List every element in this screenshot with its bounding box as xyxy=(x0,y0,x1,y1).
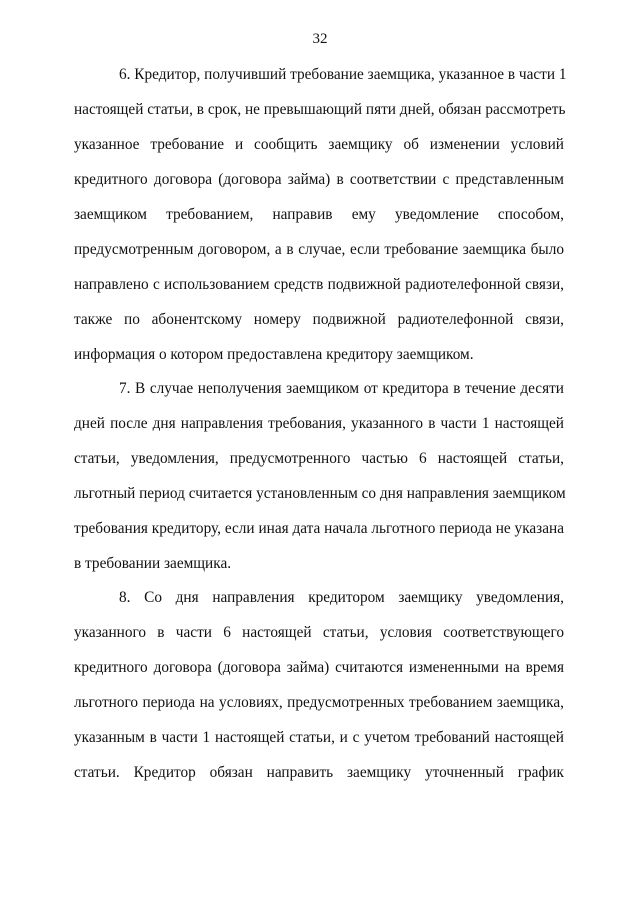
paragraph-7-line-2: дней после дня направления требования, указанного в части 1 настоящей xyxy=(74,415,564,432)
paragraph-8-line-4: льготного периода на условиях, предусмотренных требованием заемщика, xyxy=(74,694,564,711)
paragraph-6-line-5: заемщиком требованием, направив ему уведомление способом, xyxy=(74,206,564,223)
paragraph-6-line-9: информация о котором предоставлена кредитору заемщиком. xyxy=(74,346,474,363)
paragraph-7-line-1: 7. В случае неполучения заемщиком от кредитора в течение десяти xyxy=(119,380,564,397)
paragraph-8-line-2: указанного в части 6 настоящей статьи, условия соответствующего xyxy=(74,624,564,641)
paragraph-8-line-5: указанным в части 1 настоящей статьи, и с учетом требований настоящей xyxy=(74,729,564,746)
paragraph-7-line-5: требования кредитору, если иная дата начала льготного периода не указана xyxy=(74,520,564,537)
paragraph-6-line-7: направлено с использованием средств подвижной радиотелефонной связи, xyxy=(74,276,564,293)
paragraph-6-line-2: настоящей статьи, в срок, не превышающий пяти дней, обязан рассмотреть xyxy=(74,101,566,118)
paragraph-8-line-6: статьи. Кредитор обязан направить заемщику уточненный график xyxy=(74,764,564,781)
paragraph-6-line-8: также по абонентскому номеру подвижной радиотелефонной связи, xyxy=(74,311,564,328)
paragraph-6-line-6: предусмотренным договором, а в случае, если требование заемщика было xyxy=(74,241,564,258)
paragraph-6-line-1: 6. Кредитор, получивший требование заемщика, указанное в части 1 xyxy=(119,66,567,83)
paragraph-6-line-3: указанное требование и сообщить заемщику об изменении условий xyxy=(74,136,564,153)
paragraph-8-line-1: 8. Со дня направления кредитором заемщику уведомления, xyxy=(119,589,564,606)
paragraph-7-line-3: статьи, уведомления, предусмотренного частью 6 настоящей статьи, xyxy=(74,450,564,467)
paragraph-7-line-6: в требовании заемщика. xyxy=(74,555,232,572)
page-number: 32 xyxy=(312,31,328,47)
paragraph-8-line-3: кредитного договора (договора займа) считаются измененными на время xyxy=(74,659,564,676)
paragraph-6-line-4: кредитного договора (договора займа) в соответствии с представленным xyxy=(74,171,564,188)
paragraph-7-line-4: льготный период считается установленным со дня направления заемщиком xyxy=(74,485,566,502)
